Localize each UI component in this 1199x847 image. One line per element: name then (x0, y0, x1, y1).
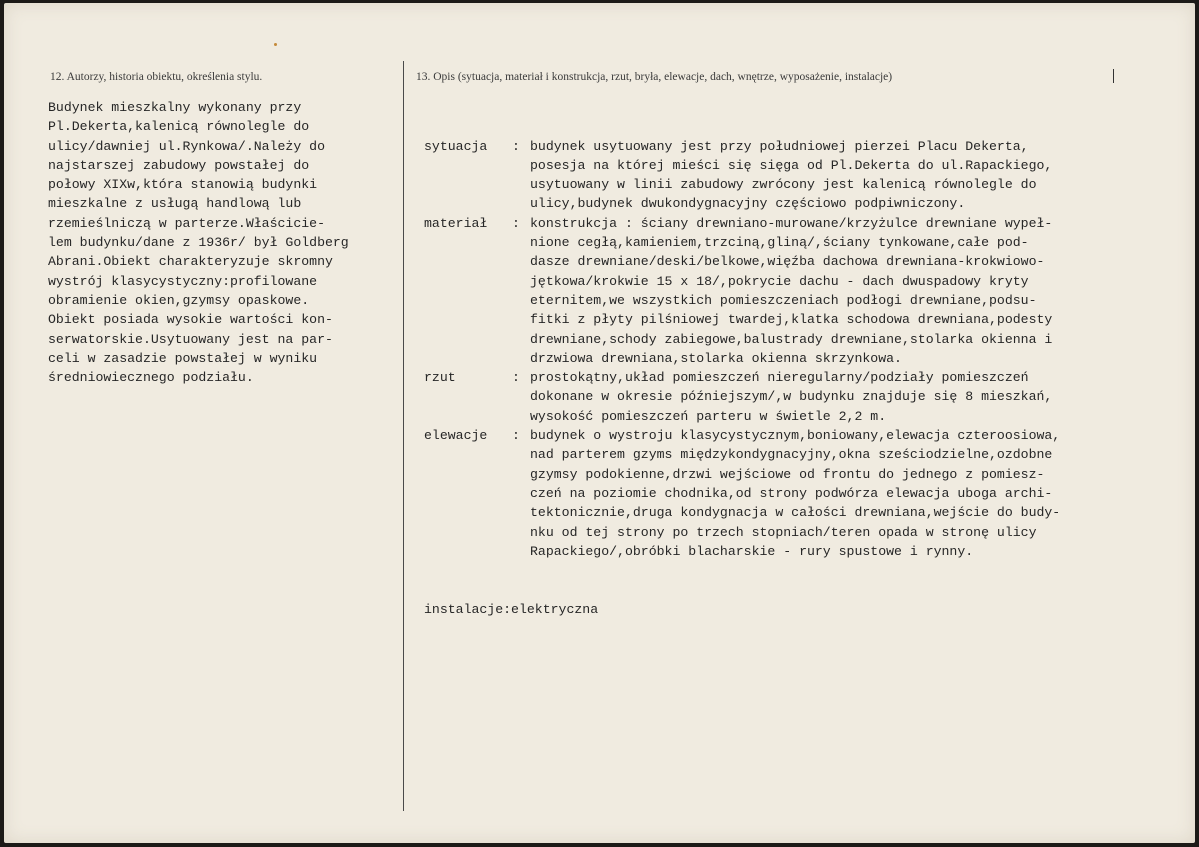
entry-colon: : (512, 428, 520, 444)
entry-line: budynek usytuowany jest przy południowej pierzei Placu Dekerta, (530, 138, 1029, 154)
entry-line: ulicy,budynek dwukondygnacyjny częściowo podpiwniczony. (530, 196, 966, 212)
entry-body (530, 426, 1060, 561)
column-divider (403, 61, 404, 811)
history-line: mieszkalne z usługą handlową lub (48, 196, 302, 212)
description-text (424, 98, 1060, 658)
inventory-card (4, 3, 1195, 843)
entry-label: materiał (424, 215, 488, 231)
entry-label: sytuacja (424, 138, 488, 154)
entry-line: nku od tej strony po trzech stopniach/teren opada w stronę ulicy (530, 524, 1037, 540)
description-entries (424, 137, 1060, 562)
entry-line: konstrukcja : ściany drewniano-murowane/krzyżulce drewniane wypeł- (530, 215, 1053, 231)
entry-line: posesja na której mieści się sięga od Pl.Dekerta do ul.Rapackiego, (530, 157, 1053, 173)
entry-body (530, 214, 1060, 368)
history-line: średniowiecznego podziału. (48, 370, 254, 386)
paper-spot (274, 43, 277, 46)
installations-line: instalacje:elektryczna (424, 601, 599, 617)
history-line: najstarszej zabudowy powstałej do (48, 157, 310, 173)
entry-line: tektonicznie,druga kondygnacja w całości drewniana,wejście do budy- (530, 505, 1061, 521)
entry-line: jętkowa/krokwie 15 x 18/,pokrycie dachu - dach dwuspadowy kryty (530, 273, 1029, 289)
entry-line: prostokątny,układ pomieszczeń nieregularny/podziały pomieszczeń (530, 370, 1029, 386)
entry-colon: : (512, 138, 520, 154)
entry-line: czeń na poziomie chodnika,od strony podwórza elewacja uboga archi- (530, 485, 1053, 501)
entry-colon: : (512, 370, 520, 386)
section-13-header: 13. Opis (sytuacja, materiał i konstrukcja, rzut, bryła, elewacje, dach, wnętrze, wyposażenie, instalacje) (416, 71, 893, 83)
description-entry-1 (424, 214, 1060, 368)
history-line: połowy XIXw,która stanowią budynki (48, 177, 318, 193)
entry-label: rzut (424, 370, 456, 386)
entry-line: dasze drewniane/deski/belkowe,więźba dachowa drewniana-krokwiowo- (530, 254, 1045, 270)
description-entry-0 (424, 137, 1060, 214)
entry-line: nad parterem gzyms międzykondygnacyjny,okna sześciodzielne,ozdobne (530, 447, 1053, 463)
history-text (48, 98, 349, 387)
history-line: rzemieślniczą w parterze.Właściciе- (48, 215, 325, 231)
history-line: wystrój klasycystyczny:profilowane (48, 273, 318, 289)
margin-tick-mark (1113, 69, 1114, 83)
entry-body (530, 368, 1060, 426)
history-line: Budynek mieszkalny wykonany przy (48, 100, 302, 115)
entry-line: Rapackiego/,obróbki blacharskie - rury spustowe i rynny. (530, 543, 974, 559)
entry-line: gzymsy podokienne,drzwi wejściowe od frontu do jednego z pomiesz- (530, 466, 1045, 482)
history-line: Obiekt posiada wysokie wartości kon- (48, 312, 333, 328)
entry-line: nione cegłą,kamieniem,trzciną,gliną/,ściany tynkowane,całe pod- (530, 235, 1029, 251)
history-line: Pl.Dekerta,kalenicą równolegle do (48, 119, 310, 135)
entry-colon: : (512, 215, 520, 231)
description-entry-3 (424, 426, 1060, 561)
history-line: serwatorskie.Usytuowany jest na par- (48, 331, 333, 347)
entry-line: drzwiowa drewniana,stolarka okienna skrzynkowa. (530, 350, 902, 366)
entry-line: usytuowany w linii zabudowy zwrócony jest kalenicą równolegle do (530, 177, 1037, 193)
entry-line: dokonane w okresie późniejszym/,w budynku znajduje się 8 mieszkań, (530, 389, 1053, 405)
entry-line: budynek o wystroju klasycystycznym,boniowany,elewacja czteroosiowa, (530, 428, 1061, 444)
entry-line: fitki z płyty pilśniowej twardej,klatka schodowa drewniana,podesty (530, 312, 1053, 328)
history-line: Abrani.Obiekt charakteryzuje skromny (48, 254, 333, 270)
history-line: lem budynku/dane z 1936r/ był Goldberg (48, 235, 349, 251)
entry-line: eternitem,we wszystkich pomieszczeniach podłogi drewniane,podsu- (530, 292, 1037, 308)
entry-line: drewniane,schody zabiegowe,balustrady drewniane,stolarka okienna i (530, 331, 1053, 347)
description-entry-2 (424, 368, 1060, 426)
entry-label: elewacje (424, 428, 488, 444)
section-12-header: 12. Autorzy, historia obiektu, określenia stylu. (50, 71, 263, 83)
history-line: celi w zasadzie powstałej w wyniku (48, 350, 318, 366)
history-line: ulicy/dawniej ul.Rynkowa/.Należy do (48, 138, 325, 154)
entry-line: wysokość pomieszczeń parteru w świetle 2,2 m. (530, 408, 887, 424)
entry-body (530, 137, 1060, 214)
history-line: obramienie okien,gzymsy opaskowe. (48, 292, 310, 308)
